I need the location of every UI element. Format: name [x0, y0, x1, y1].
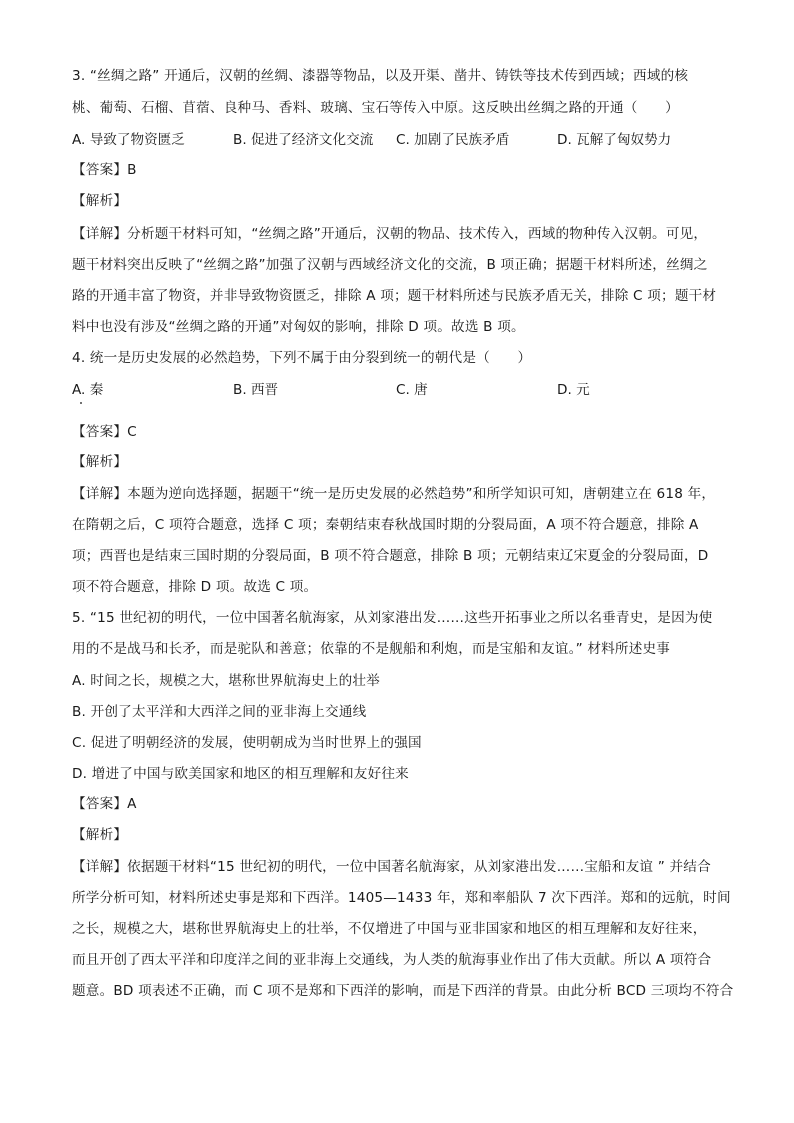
q3-option-b: B. 促进了经济文化交流	[233, 132, 374, 148]
q4-option-b: B. 西晋	[233, 382, 279, 398]
q5-option-a: A. 时间之长，规模之大，堪称世界航海史上的壮举	[72, 673, 380, 689]
q3-detail-line-4: 料中也没有涉及“丝绸之路的开通”对匈奴的影响，排除 D 项。故选 B 项。	[72, 319, 525, 335]
q3-detail-line-2: 题干材料突出反映了“丝绸之路”加强了汉朝与西域经济文化的交流，B 项正确；据题干材料所述，丝绸之	[72, 257, 708, 273]
q3-analysis-heading: 【解析】	[72, 193, 128, 209]
q4-detail-line-3: 项；西晋也是结束三国时期的分裂局面，B 项不符合题意，排除 B 项；元朝结束辽宋夏金的分裂局面，D	[72, 548, 709, 564]
q5-detail-line-1: 【详解】依据题干材料“15 世纪初的明代，一位中国著名航海家，从刘家港出发……宝船和友谊 ” 并结合	[72, 859, 711, 875]
q4-stem-line-1: 4. 统一是历史发展的必然趋势，下列不属于由分裂到统一的朝代是（ ）	[72, 350, 532, 366]
q3-detail-line-3: 路的开通丰富了物资，并非导致物资匮乏，排除 A 项；题干材料所述与民族矛盾无关，排除 C 项；题干材	[72, 288, 717, 304]
q4-answer: 【答案】C	[72, 424, 137, 440]
q4-option-a: A. 秦	[72, 382, 104, 398]
q5-detail-line-5: 题意。BD 项表述不正确，而 C 项不是郑和下西洋的影响，而是下西洋的背景。由此分析 BCD 三项均不符合	[72, 983, 734, 999]
q4-option-d: D. 元	[557, 382, 590, 398]
q4-detail-line-4: 项不符合题意，排除 D 项。故选 C 项。	[72, 579, 318, 595]
q3-option-a: A. 导致了物资匮乏	[72, 132, 185, 148]
q5-analysis-heading: 【解析】	[72, 827, 128, 843]
q5-answer: 【答案】A	[72, 796, 137, 812]
q5-detail-line-2: 所学分析可知，材料所述史事是郑和下西洋。1405—1433 年，郑和率船队 7 次下西洋。郑和的远航，时间	[72, 890, 731, 906]
q3-detail-line-1: 【详解】分析题干材料可知，“丝绸之路”开通后，汉朝的物品、技术传入，西域的物种传入汉朝。可见，	[72, 226, 708, 242]
q3-stem-line-2: 桃、葡萄、石榴、苜蓿、良种马、香料、玻璃、宝石等传入中原。这反映出丝绸之路的开通（ ）	[72, 100, 679, 116]
q3-stem-line-1: 3. “丝绸之路” 开通后，汉朝的丝绸、漆器等物品，以及开渠、凿井、铸铁等技术传到西域；西域的核	[72, 68, 689, 84]
q5-option-b: B. 开创了太平洋和大西洋之间的亚非海上交通线	[72, 704, 367, 720]
q5-stem-line-1: 5. “15 世纪初的明代，一位中国著名航海家，从刘家港出发……这些开拓事业之所以名垂青史，是因为使	[72, 610, 713, 626]
q5-stem-line-2: 用的不是战马和长矛，而是驼队和善意；依靠的不是舰船和利炮，而是宝船和友谊。” 材料所述史事	[72, 641, 671, 657]
q4-detail-line-1: 【详解】本题为逆向选择题，据题干“统一是历史发展的必然趋势”和所学知识可知，唐朝建立在 618 年，	[72, 486, 716, 502]
q4-option-c: C. 唐	[396, 382, 428, 398]
q5-option-c: C. 促进了明朝经济的发展，使明朝成为当时世界上的强国	[72, 735, 422, 751]
q4-analysis-heading: 【解析】	[72, 454, 128, 470]
q3-option-c: C. 加剧了民族矛盾	[396, 132, 510, 148]
q4-detail-line-2: 在隋朝之后，C 项符合题意，选择 C 项；秦朝结束春秋战国时期的分裂局面，A 项不符合题意，排除 A	[72, 517, 699, 533]
q5-option-d: D. 增进了中国与欧美国家和地区的相互理解和友好往来	[72, 766, 409, 782]
q5-detail-line-4: 而且开创了西太平洋和印度洋之间的亚非海上交通线，为人类的航海事业作出了伟大贡献。所以 A 项符合	[72, 952, 712, 968]
stray-dot-mark	[80, 402, 82, 404]
q3-answer: 【答案】B	[72, 162, 137, 178]
q5-detail-line-3: 之长，规模之大，堪称世界航海史上的壮举，不仅增进了中国与亚非国家和地区的相互理解和友好往来，	[72, 921, 707, 937]
q3-option-d: D. 瓦解了匈奴势力	[557, 132, 672, 148]
